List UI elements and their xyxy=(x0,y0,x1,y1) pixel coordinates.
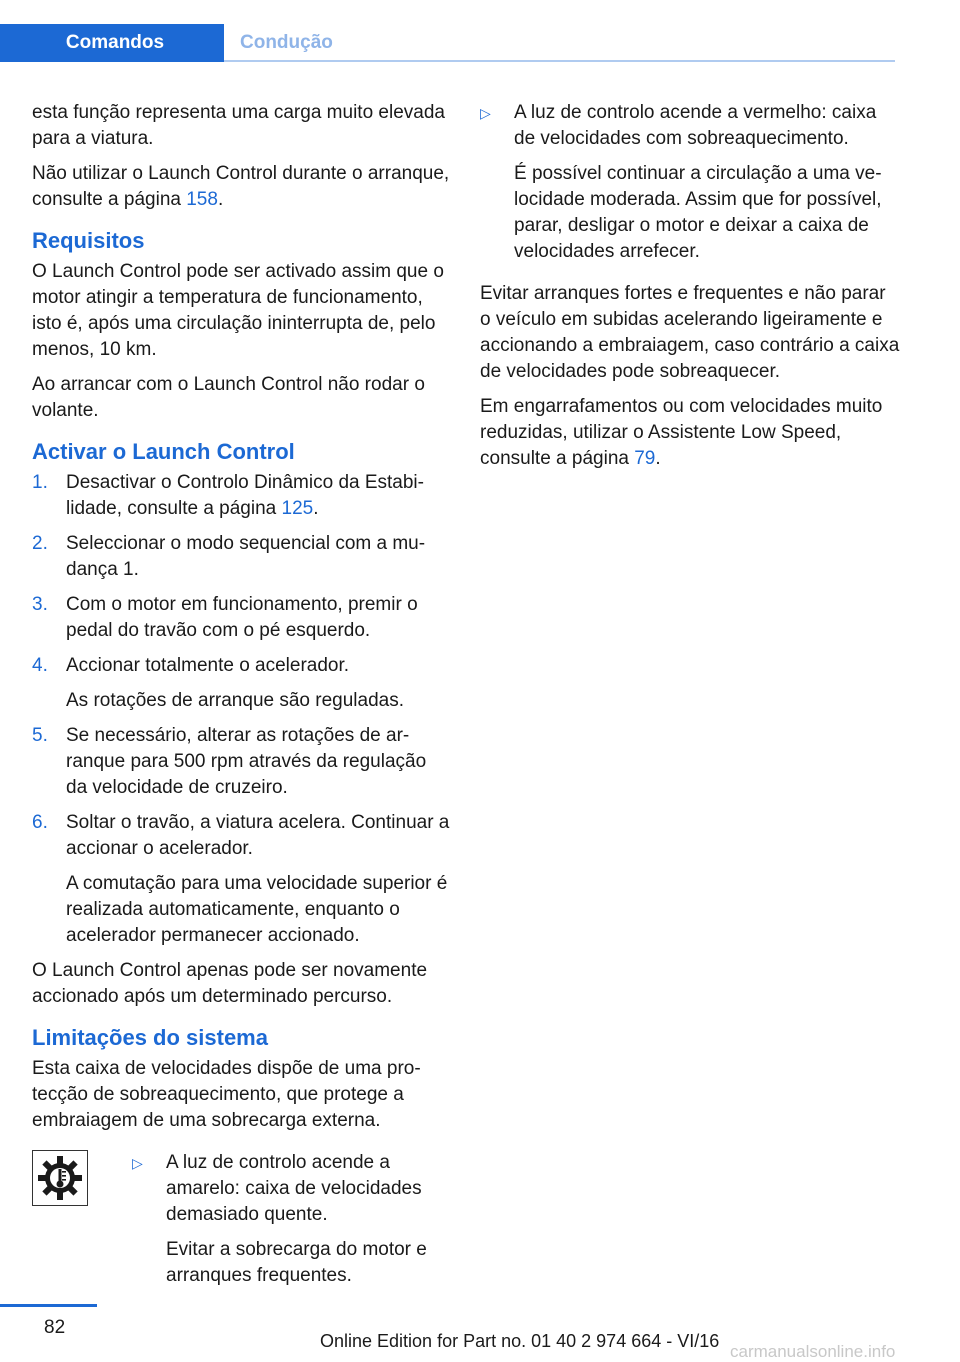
list-item xyxy=(32,810,452,949)
step-subtext: As rotações de arranque são reguladas. xyxy=(66,690,404,711)
page-link[interactable]: 158 xyxy=(186,189,218,210)
step-number: 1. xyxy=(32,472,48,493)
list-item xyxy=(480,100,900,265)
step-text: Accionar totalmente o acelerador. xyxy=(66,655,350,676)
header-tabs xyxy=(0,24,895,62)
page-link[interactable]: 125 xyxy=(281,498,314,519)
list-item xyxy=(32,723,452,801)
list-item xyxy=(32,531,452,583)
warning-block xyxy=(32,1150,452,1289)
step-subtext: A comutação para uma velocidade superior é realizada automaticamente, enquanto o acelerador permanecer accionado. xyxy=(66,873,448,946)
step-number: 3. xyxy=(32,594,48,615)
section-heading: Limitações do sistema xyxy=(32,1025,268,1050)
list-item: 1. Desactivar o Controlo Dinâmico da Estabilidade, consulte a página 125. xyxy=(32,472,424,519)
step-text: Soltar o travão, a viatura acelera. Continuar a accionar o acelerador. xyxy=(66,812,450,859)
triangle-bullet-icon: ▷ xyxy=(480,105,491,121)
edition-note: Online Edition for Part no. 01 40 2 974 664 - VI/16 xyxy=(320,1331,720,1351)
step-text: Se necessário, alterar as rotações de arranque para 500 rpm através da regulação da velocidade de cruzeiro. xyxy=(66,725,427,798)
paragraph-text: Não utilizar o Launch Control durante o arranque, consulte a página xyxy=(32,163,450,210)
watermark: carmanualsonline.info xyxy=(730,1342,896,1361)
section-heading: Requisitos xyxy=(32,228,145,253)
paragraph: A luz de controlo acende a vermelho: caixa de velocidades com sobreaquecimento. xyxy=(514,102,877,149)
tab-conducao-label: Condução xyxy=(240,32,333,53)
paragraph: Em engarrafamentos ou com velocidades muito reduzidas, utilizar o Assistente Low Speed, consulte a página 79. xyxy=(480,396,883,469)
paragraph: É possível continuar a circulação a uma velocidade moderada. Assim que for possível, parar, desligar o motor e deixar a caixa de velocidades arrefecer. xyxy=(514,163,882,262)
step-number: 6. xyxy=(32,812,48,833)
paragraph: Não utilizar o Launch Control durante o arranque, consulte a página 158. xyxy=(32,163,450,210)
page-number: 82 xyxy=(44,1317,66,1338)
paragraph: O Launch Control pode ser activado assim que o motor atingir a temperatura de funcionamento, isto é, após uma circulação ininterrupta de, pelo menos, 10 km. xyxy=(32,261,444,360)
step-number: 2. xyxy=(32,533,48,554)
paragraph: A luz de controlo acende a amarelo: caixa de velocidades demasiado quente. xyxy=(166,1152,422,1225)
step-text: Com o motor em funcionamento, premir o pedal do travão com o pé esquerdo. xyxy=(66,594,418,641)
step-text: Desactivar o Controlo Dinâmico da Estabilidade, consulte a página xyxy=(66,472,424,519)
steps-list xyxy=(32,470,452,949)
list-item xyxy=(32,592,452,644)
list-item xyxy=(32,653,452,714)
header-divider xyxy=(0,60,895,62)
paragraph: Esta caixa de velocidades dispõe de uma protecção de sobreaquecimento, que protege a embraiagem de uma sobrecarga externa. xyxy=(32,1058,421,1131)
tab-comandos-label: Comandos xyxy=(65,32,165,53)
gear-thermometer-icon xyxy=(32,1150,88,1206)
warning-text xyxy=(132,1150,452,1289)
right-column xyxy=(480,100,900,481)
left-column xyxy=(32,100,452,1298)
step-number: 4. xyxy=(32,655,48,676)
section-heading: Activar o Launch Control xyxy=(32,439,295,464)
paragraph: Evitar a sobrecarga do motor e arranques frequentes. xyxy=(166,1239,427,1286)
paragraph: Ao arrancar com o Launch Control não rodar o volante. xyxy=(32,374,425,421)
paragraph: Evitar arranques fortes e frequentes e não parar o veículo em subidas acelerando ligeiramente e accionando a embraiagem, caso contrário a caixa de velocidades pode sobreaquecer. xyxy=(480,283,900,382)
paragraph-text: Em engarrafamentos ou com velocidades muito reduzidas, utilizar o Assistente Low Speed, consulte a página xyxy=(480,396,883,469)
page-link[interactable]: 79 xyxy=(634,448,656,469)
tab-comandos[interactable] xyxy=(0,24,224,62)
tab-conducao[interactable] xyxy=(240,24,333,62)
step-number: 5. xyxy=(32,725,48,746)
paragraph: O Launch Control apenas pode ser novamente accionado após um determinado percurso. xyxy=(32,960,428,1007)
footer-divider xyxy=(0,1304,97,1307)
step-text: Seleccionar o modo sequencial com a mudança 1. xyxy=(66,533,426,580)
paragraph: esta função representa uma carga muito elevada para a viatura. xyxy=(32,102,445,149)
list-item xyxy=(132,1150,452,1289)
triangle-bullet-icon: ▷ xyxy=(132,1155,143,1171)
